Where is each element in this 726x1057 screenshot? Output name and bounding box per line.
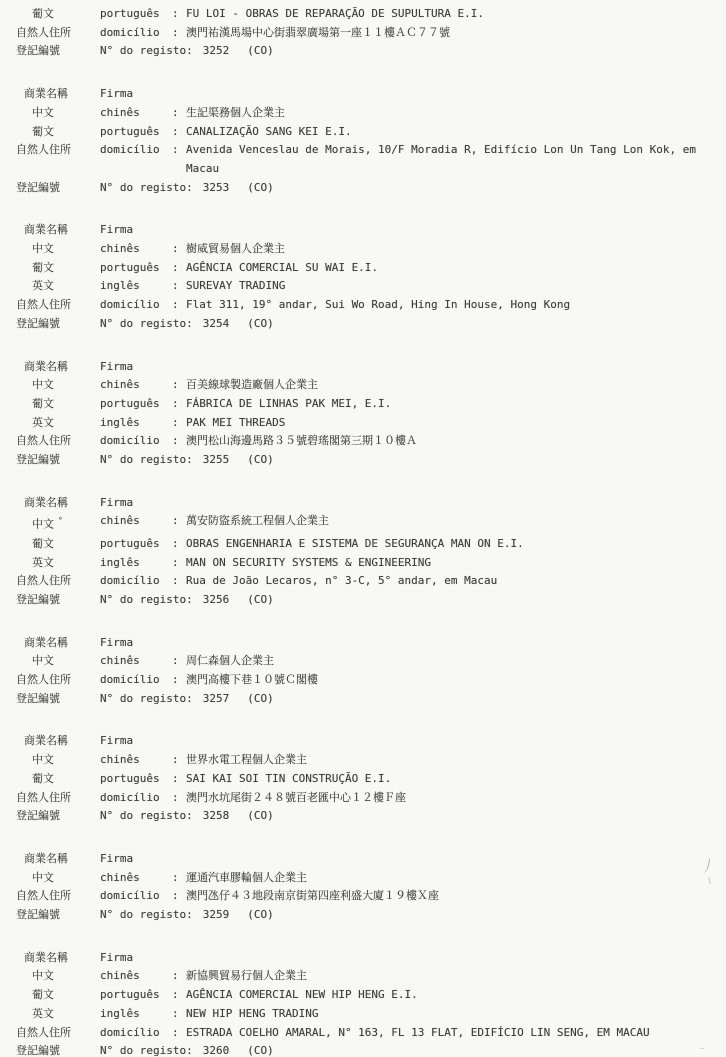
field-label-zh-cell bbox=[16, 414, 100, 433]
field-label-zh: 登記編號 bbox=[16, 1044, 60, 1057]
field-label-zh-cell bbox=[16, 535, 100, 554]
field-label-latin: domicílio bbox=[100, 574, 160, 588]
field-value: Avenida Venceslau de Morais, 10/F Moradia R, Edifício Lon Un Tang Lon Kok, em bbox=[186, 143, 696, 157]
field-label-latin: português bbox=[100, 7, 160, 20]
field-row bbox=[16, 949, 726, 968]
registry-entry bbox=[16, 494, 726, 610]
field-row bbox=[16, 807, 726, 826]
scan-speck bbox=[700, 1048, 704, 1049]
field-label-zh: 中文 bbox=[32, 753, 54, 767]
field-label-zh: 自然人住所 bbox=[16, 25, 71, 39]
field-label-zh: 自然人住所 bbox=[16, 574, 71, 588]
colon-separator: : bbox=[172, 574, 179, 588]
registry-entry bbox=[16, 5, 726, 61]
field-value: 樹威貿易個人企業主 bbox=[186, 242, 285, 256]
field-label-latin: N° do registo: bbox=[100, 44, 193, 58]
field-row bbox=[16, 770, 726, 789]
field-label-latin: domicílio bbox=[100, 143, 160, 157]
field-label-latin: Firma bbox=[100, 495, 134, 509]
field-value: 萬安防盜系統工程個人企業主 bbox=[186, 514, 329, 528]
label-mark: ° bbox=[58, 516, 63, 526]
field-label-latin: chinês bbox=[100, 514, 140, 528]
field-label-zh: 登記編號 bbox=[16, 809, 60, 823]
field-label-zh: 自然人住所 bbox=[16, 143, 71, 157]
field-label-latin: chinês bbox=[100, 969, 140, 983]
field-row bbox=[16, 240, 726, 259]
field-value: ESTRADA COELHO AMARAL, N° 163, FL 13 FLAT, EDIFÍCIO LIN SENG, EM MACAU bbox=[186, 1025, 650, 1039]
colon-separator: : bbox=[172, 753, 179, 767]
field-label-latin: chinês bbox=[100, 753, 140, 767]
field-label-zh-cell bbox=[16, 432, 100, 451]
field-label-zh: 自然人住所 bbox=[16, 298, 71, 312]
colon-separator: : bbox=[172, 790, 179, 804]
field-label-zh: 商業名稱 bbox=[24, 223, 68, 237]
field-label-latin: N° do registo: bbox=[100, 1044, 193, 1057]
field-label-zh-cell bbox=[16, 986, 100, 1005]
field-label-latin: português bbox=[100, 260, 160, 274]
colon-separator: : bbox=[172, 25, 179, 39]
field-row bbox=[16, 221, 726, 240]
field-row bbox=[16, 277, 726, 296]
field-label-zh-cell bbox=[16, 42, 100, 61]
field-label-zh-cell bbox=[16, 949, 100, 968]
colon-separator: : bbox=[172, 536, 179, 550]
colon-separator: : bbox=[172, 279, 179, 293]
field-label-zh-cell bbox=[16, 807, 100, 826]
field-row bbox=[16, 652, 726, 671]
field-label-zh: 登記編號 bbox=[16, 180, 60, 194]
field-label-zh: 葡文 bbox=[32, 988, 54, 1002]
field-row bbox=[16, 634, 726, 653]
colon-separator: : bbox=[172, 242, 179, 256]
field-label-zh: 自然人住所 bbox=[16, 790, 71, 804]
field-row bbox=[16, 315, 726, 334]
field-row bbox=[16, 376, 726, 395]
registry-entry bbox=[16, 358, 726, 470]
field-row bbox=[16, 451, 726, 470]
colon-separator: : bbox=[172, 969, 179, 983]
field-label-zh: 中文 bbox=[32, 870, 54, 884]
registry-entry bbox=[16, 634, 726, 709]
field-value: 澳門氹仔４３地段南京街第四座利盛大廈１９樓Ｘ座 bbox=[186, 889, 439, 903]
registry-number: 3257 bbox=[202, 691, 230, 705]
field-label-zh-cell bbox=[16, 671, 100, 690]
field-value: SAI KAI SOI TIN CONSTRUÇÃO E.I. bbox=[186, 771, 392, 785]
field-label-latin: N° do registo: bbox=[100, 180, 193, 194]
field-label-zh-cell bbox=[16, 315, 100, 334]
field-value: 生記渠務個人企業主 bbox=[186, 105, 285, 119]
field-row bbox=[16, 1024, 726, 1043]
field-row bbox=[16, 572, 726, 591]
field-row bbox=[16, 671, 726, 690]
registry-entry bbox=[16, 850, 726, 925]
field-row bbox=[16, 259, 726, 278]
field-label-latin: inglês bbox=[100, 279, 140, 293]
field-label-zh: 英文 bbox=[32, 279, 54, 293]
colon-separator: : bbox=[172, 771, 179, 785]
field-row bbox=[16, 24, 726, 43]
field-label-latin: inglês bbox=[100, 415, 140, 429]
registry-code: (CO) bbox=[247, 453, 274, 467]
field-label-zh: 商業名稱 bbox=[24, 359, 68, 373]
field-label-zh-cell bbox=[16, 1005, 100, 1024]
field-value: 澳門水坑尾街２４８號百老匯中心１２樓Ｆ座 bbox=[186, 790, 406, 804]
field-label-zh-cell bbox=[16, 123, 100, 142]
field-label-zh-cell bbox=[16, 1024, 100, 1043]
field-row bbox=[16, 414, 726, 433]
field-row bbox=[16, 179, 726, 198]
field-label-zh-cell bbox=[16, 179, 100, 198]
colon-separator: : bbox=[172, 889, 179, 903]
field-label-zh-cell bbox=[16, 1042, 100, 1057]
field-label-zh-cell bbox=[16, 690, 100, 709]
field-row bbox=[16, 887, 726, 906]
colon-separator: : bbox=[172, 415, 179, 429]
field-label-zh: 英文 bbox=[32, 555, 54, 569]
field-label-zh: 登記編號 bbox=[16, 592, 60, 606]
field-label-latin: chinês bbox=[100, 242, 140, 256]
field-value: Rua de João Lecaros, n° 3-C, 5° andar, em Macau bbox=[186, 574, 498, 588]
field-label-zh: 自然人住所 bbox=[16, 434, 71, 448]
field-value: NEW HIP HENG TRADING bbox=[186, 1006, 319, 1020]
field-label-zh: 自然人住所 bbox=[16, 673, 71, 687]
field-label-latin: N° do registo: bbox=[100, 691, 193, 705]
field-label-latin: português bbox=[100, 124, 160, 138]
field-label-zh-cell bbox=[16, 358, 100, 377]
field-row bbox=[16, 141, 726, 160]
colon-separator: : bbox=[172, 555, 179, 569]
field-label-zh: 葡文 bbox=[32, 7, 54, 20]
field-row bbox=[16, 1042, 726, 1057]
field-label-zh-cell bbox=[16, 751, 100, 770]
field-value: FÁBRICA DE LINHAS PAK MEI, E.I. bbox=[186, 396, 392, 410]
field-label-zh-cell bbox=[16, 296, 100, 315]
field-row bbox=[16, 85, 726, 104]
registry-number: 3256 bbox=[202, 592, 230, 606]
colon-separator: : bbox=[172, 260, 179, 274]
field-label-latin: inglês bbox=[100, 1006, 140, 1020]
field-label-zh: 英文 bbox=[32, 415, 54, 429]
field-label-zh: 登記編號 bbox=[16, 44, 60, 58]
field-label-zh: 葡文 bbox=[32, 124, 54, 138]
field-label-zh: 商業名稱 bbox=[24, 495, 68, 509]
field-label-latin: português bbox=[100, 988, 160, 1002]
field-row bbox=[16, 967, 726, 986]
field-label-latin: domicílio bbox=[100, 25, 160, 39]
field-row bbox=[16, 535, 726, 554]
field-value: CANALIZAÇÃO SANG KEI E.I. bbox=[186, 124, 352, 138]
field-row bbox=[16, 850, 726, 869]
registry-code: (CO) bbox=[247, 809, 274, 823]
field-row bbox=[16, 732, 726, 751]
field-label-zh: 登記編號 bbox=[16, 316, 60, 330]
field-label-zh-cell bbox=[16, 554, 100, 573]
field-label-latin: inglês bbox=[100, 555, 140, 569]
field-label-zh-cell bbox=[16, 634, 100, 653]
field-label-latin: Firma bbox=[100, 635, 134, 649]
field-label-zh-cell bbox=[16, 104, 100, 123]
field-value: 澳門祐漢馬場中心街翡翠廣場第一座１１樓ＡＣ７７號 bbox=[186, 25, 450, 39]
field-label-zh-cell bbox=[16, 789, 100, 808]
registry-code: (CO) bbox=[247, 180, 274, 194]
field-label-zh-cell bbox=[16, 887, 100, 906]
field-row bbox=[16, 512, 726, 534]
field-label-zh-cell bbox=[16, 221, 100, 240]
colon-separator: : bbox=[172, 514, 179, 528]
field-label-latin: domicílio bbox=[100, 889, 160, 903]
field-label-zh-cell bbox=[16, 240, 100, 259]
field-row bbox=[16, 591, 726, 610]
colon-separator: : bbox=[172, 298, 179, 312]
field-label-zh: 葡文 bbox=[32, 260, 54, 274]
registry-entry bbox=[16, 221, 726, 333]
field-value: MAN ON SECURITY SYSTEMS & ENGINEERING bbox=[186, 555, 432, 569]
field-label-latin: Firma bbox=[100, 950, 134, 964]
field-label-latin: chinês bbox=[100, 870, 140, 884]
field-label-latin: Firma bbox=[100, 851, 134, 865]
field-label-zh-cell bbox=[16, 572, 100, 591]
field-label-zh-cell bbox=[16, 869, 100, 888]
field-label-zh: 登記編號 bbox=[16, 453, 60, 467]
field-label-latin: N° do registo: bbox=[100, 453, 193, 467]
field-value: 周仁森個人企業主 bbox=[186, 654, 274, 668]
field-label-latin: N° do registo: bbox=[100, 809, 193, 823]
registry-number: 3252 bbox=[202, 44, 230, 58]
field-label-zh-cell bbox=[16, 376, 100, 395]
field-row bbox=[16, 42, 726, 61]
field-row bbox=[16, 358, 726, 377]
field-label-zh-cell bbox=[16, 906, 100, 925]
field-label-latin: Firma bbox=[100, 87, 134, 101]
colon-separator: : bbox=[172, 434, 179, 448]
field-label-zh-cell bbox=[16, 24, 100, 43]
field-label-zh: 登記編號 bbox=[16, 908, 60, 922]
field-label-latin: chinês bbox=[100, 105, 140, 119]
field-value: SUREVAY TRADING bbox=[186, 279, 286, 293]
field-label-zh-cell bbox=[16, 85, 100, 104]
field-value: 新協興貿易行個人企業主 bbox=[186, 969, 307, 983]
field-label-zh: 商業名稱 bbox=[24, 851, 68, 865]
field-label-zh-cell bbox=[16, 5, 100, 24]
field-label-zh: 中文 bbox=[32, 242, 54, 256]
field-label-zh-cell bbox=[16, 850, 100, 869]
field-label-latin: português bbox=[100, 536, 160, 550]
field-label-latin: domicílio bbox=[100, 298, 160, 312]
field-value: 澳門松山海邊馬路３５號碧瑤閣第三期１０樓Ａ bbox=[186, 434, 417, 448]
field-label-latin: Firma bbox=[100, 734, 134, 748]
field-label-latin: N° do registo: bbox=[100, 592, 193, 606]
field-label-latin: N° do registo: bbox=[100, 908, 193, 922]
field-label-latin: Firma bbox=[100, 359, 134, 373]
field-value: PAK MEI THREADS bbox=[186, 415, 286, 429]
colon-separator: : bbox=[172, 124, 179, 138]
field-label-zh: 商業名稱 bbox=[24, 950, 68, 964]
field-label-zh-cell bbox=[16, 512, 100, 534]
field-label-zh: 中文 bbox=[32, 378, 54, 392]
field-row bbox=[16, 751, 726, 770]
colon-separator: : bbox=[172, 143, 179, 157]
field-value: OBRAS ENGENHARIA E SISTEMA DE SEGURANÇA MAN ON E.I. bbox=[186, 536, 524, 550]
field-value: 運通汽車膠輪個人企業主 bbox=[186, 870, 307, 884]
registry-entry bbox=[16, 85, 726, 197]
registry-number: 3253 bbox=[202, 180, 230, 194]
field-value: AGÊNCIA COMERCIAL SU WAI E.I. bbox=[186, 260, 379, 274]
field-label-zh: 葡文 bbox=[32, 771, 54, 785]
entries-container bbox=[16, 5, 726, 1057]
field-row bbox=[16, 123, 726, 142]
registry-entry bbox=[16, 949, 726, 1057]
registry-code: (CO) bbox=[247, 1044, 274, 1057]
field-value: 澳門高樓下巷１０號Ｃ閣樓 bbox=[186, 673, 318, 687]
colon-separator: : bbox=[172, 7, 179, 20]
field-value: 世界水電工程個人企業主 bbox=[186, 753, 307, 767]
field-label-zh: 商業名稱 bbox=[24, 734, 68, 748]
field-label-zh: 登記編號 bbox=[16, 691, 60, 705]
registry-number: 3260 bbox=[202, 1044, 230, 1057]
field-label-latin: domicílio bbox=[100, 673, 160, 687]
field-row bbox=[16, 869, 726, 888]
field-row bbox=[16, 554, 726, 573]
field-label-zh: 葡文 bbox=[32, 536, 54, 550]
field-label-zh: 英文 bbox=[32, 1006, 54, 1020]
field-label-zh-cell bbox=[16, 494, 100, 513]
colon-separator: : bbox=[172, 378, 179, 392]
colon-separator: : bbox=[172, 870, 179, 884]
field-label-zh-cell bbox=[16, 141, 100, 160]
colon-separator: : bbox=[172, 988, 179, 1002]
field-value: Macau bbox=[186, 161, 220, 175]
registry-number: 3254 bbox=[202, 316, 230, 330]
field-label-zh: 中文 bbox=[32, 518, 54, 532]
field-label-zh-cell bbox=[16, 652, 100, 671]
field-row bbox=[16, 690, 726, 709]
colon-separator: : bbox=[172, 673, 179, 687]
field-label-zh: 葡文 bbox=[32, 396, 54, 410]
field-row bbox=[16, 789, 726, 808]
field-label-latin: domicílio bbox=[100, 1025, 160, 1039]
field-label-zh: 中文 bbox=[32, 969, 54, 983]
registry-code: (CO) bbox=[247, 691, 274, 705]
colon-separator: : bbox=[172, 1006, 179, 1020]
registry-code: (CO) bbox=[247, 908, 274, 922]
registry-code: (CO) bbox=[247, 592, 274, 606]
colon-separator: : bbox=[172, 1025, 179, 1039]
field-row bbox=[16, 104, 726, 123]
field-row bbox=[16, 160, 726, 179]
field-label-latin: domicílio bbox=[100, 434, 160, 448]
field-label-latin: domicílio bbox=[100, 790, 160, 804]
colon-separator: : bbox=[172, 105, 179, 119]
field-row bbox=[16, 5, 726, 24]
field-label-zh-cell bbox=[16, 451, 100, 470]
field-label-latin: N° do registo: bbox=[100, 316, 193, 330]
field-label-latin: chinês bbox=[100, 378, 140, 392]
field-label-latin: chinês bbox=[100, 654, 140, 668]
field-label-zh-cell bbox=[16, 591, 100, 610]
field-label-latin: Firma bbox=[100, 223, 134, 237]
registry-number: 3259 bbox=[202, 908, 230, 922]
field-row bbox=[16, 494, 726, 513]
field-row bbox=[16, 432, 726, 451]
registry-code: (CO) bbox=[247, 44, 274, 58]
field-value: FU LOI - OBRAS DE REPARAÇÃO DE SUPULTURA E.I. bbox=[186, 7, 485, 20]
registry-number: 3255 bbox=[202, 453, 230, 467]
field-label-zh-cell bbox=[16, 277, 100, 296]
field-row bbox=[16, 1005, 726, 1024]
field-value: 百美線球製造廠個人企業主 bbox=[186, 378, 318, 392]
field-label-zh-cell bbox=[16, 732, 100, 751]
field-label-latin: português bbox=[100, 771, 160, 785]
field-label-zh-cell bbox=[16, 395, 100, 414]
field-label-latin: português bbox=[100, 396, 160, 410]
field-row bbox=[16, 906, 726, 925]
field-value: Flat 311, 19° andar, Sui Wo Road, Hing In House, Hong Kong bbox=[186, 298, 571, 312]
field-value: AGÊNCIA COMERCIAL NEW HIP HENG E.I. bbox=[186, 988, 418, 1002]
field-row bbox=[16, 395, 726, 414]
field-label-zh-cell bbox=[16, 259, 100, 278]
field-label-zh: 商業名稱 bbox=[24, 87, 68, 101]
field-row bbox=[16, 296, 726, 315]
field-label-zh: 商業名稱 bbox=[24, 635, 68, 649]
registry-code: (CO) bbox=[247, 316, 274, 330]
registry-number: 3258 bbox=[202, 809, 230, 823]
field-label-zh-cell bbox=[16, 770, 100, 789]
registry-entry bbox=[16, 732, 726, 826]
field-label-zh: 自然人住所 bbox=[16, 1025, 71, 1039]
field-label-zh: 中文 bbox=[32, 654, 54, 668]
field-row bbox=[16, 986, 726, 1005]
field-label-zh: 自然人住所 bbox=[16, 889, 71, 903]
field-label-zh: 中文 bbox=[32, 105, 54, 119]
field-label-zh-cell bbox=[16, 967, 100, 986]
colon-separator: : bbox=[172, 654, 179, 668]
colon-separator: : bbox=[172, 396, 179, 410]
